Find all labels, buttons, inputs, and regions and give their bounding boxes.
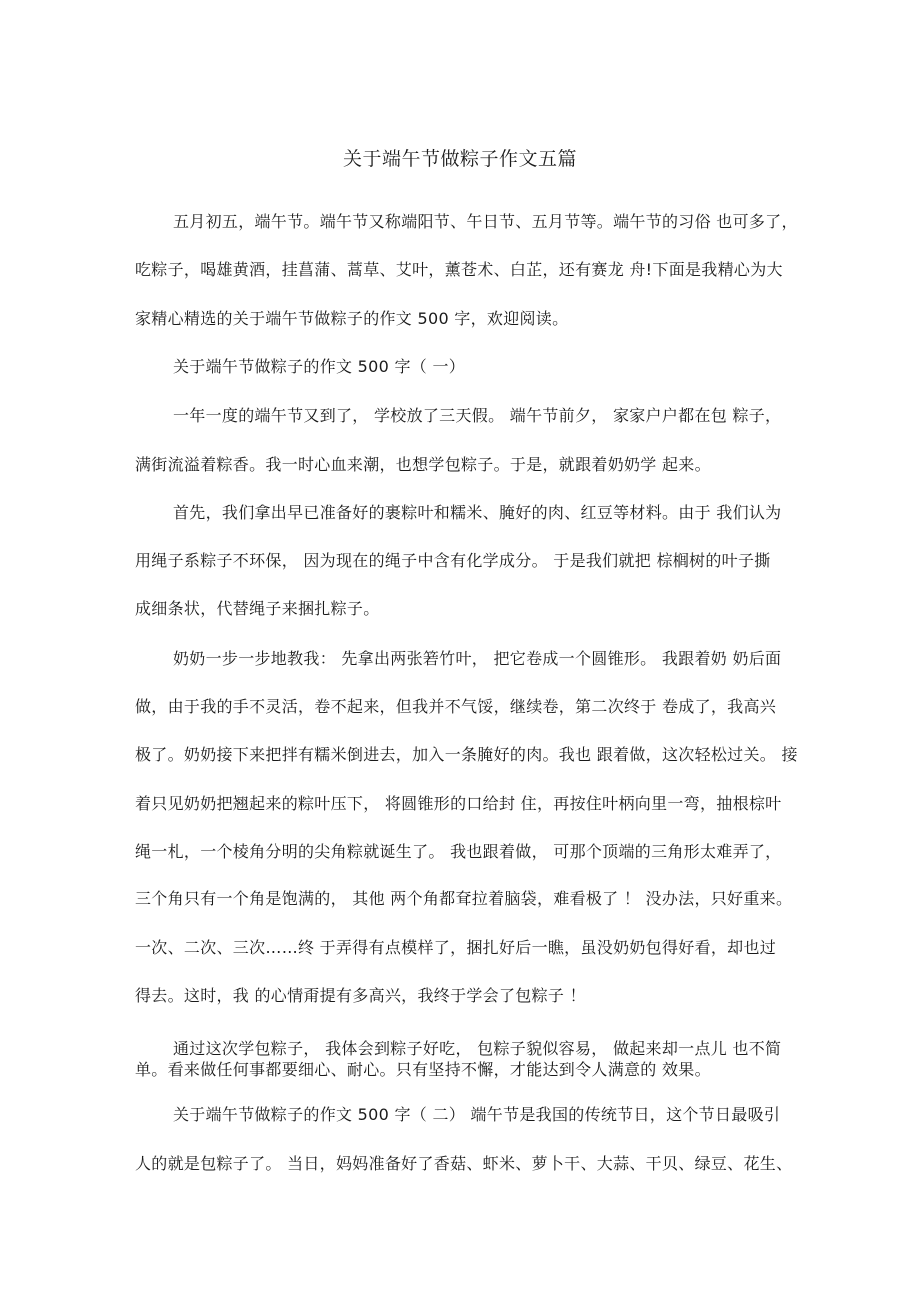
- text-line: 得去。这时，我 的心情甭提有多高兴，我终于学会了包粽子 ！: [135, 986, 586, 1005]
- text-line: 三个角只有一个角是饱满的， 其他 两个角都耷拉着脑袋，难看极了 ！ 没办法，只好重来。: [135, 889, 793, 908]
- text-line: 一次、二次、三次……终 于弄得有点模样了，捆扎好后一瞧，虽没奶奶包得好看，却也过: [135, 938, 777, 957]
- document-title: 关于端午节做粽子作文五篇: [342, 148, 577, 170]
- text-line: 单。看来做任何事都要细心、耐心。只有坚持不懈，才能达到令人满意的 效果。: [135, 1060, 711, 1079]
- text-line: 家精心精选的关于端午节做粽子的作文 500 字，欢迎阅读。: [135, 309, 569, 328]
- section-heading: 关于端午节做粽子的作文 500 字（ 一）: [173, 357, 466, 376]
- text-line: 绳一札，一个棱角分明的尖角粽就诞生了。 我也跟着做， 可那个顶端的三角形太难弄了，: [135, 842, 782, 861]
- text-line: 首先，我们拿出早已准备好的裹粽叶和糯米、腌好的肉、红豆等材料。由于 我们认为: [173, 503, 782, 522]
- text-line: 吃粽子，喝雄黄酒，挂菖蒲、蒿草、艾叶，薰苍术、白芷，还有赛龙 舟!下面是我精心为大: [135, 260, 783, 279]
- text-line: 一年一度的端午节又到了， 学校放了三天假。 端午节前夕， 家家户户都在包 粽子，: [173, 406, 782, 425]
- text-line: 奶奶一步一步地教我： 先拿出两张箬竹叶， 把它卷成一个圆锥形。 我跟着奶 奶后面: [173, 649, 782, 668]
- text-line: 人的就是包粽子了。 当日，妈妈准备好了香菇、虾米、萝卜干、大蒜、干贝、绿豆、花生、: [135, 1154, 793, 1173]
- text-line: 做，由于我的手不灵活，卷不起来，但我并不气馁，继续卷，第二次终于 卷成了，我高兴: [135, 697, 777, 716]
- text-line: 通过这次学包粽子， 我体会到粽子好吃， 包粽子貌似容易， 做起来却一点儿 也不简: [173, 1039, 782, 1058]
- section-heading: 关于端午节做粽子的作文 500 字（ 二） 端午节是我国的传统节日，这个节日最吸引: [173, 1105, 781, 1124]
- text-line: 满街流溢着粽香。我一时心血来潮，也想学包粽子。于是，就跟着奶奶学 起来。: [135, 455, 711, 474]
- text-line: 极了。奶奶接下来把拌有糯米倒进去，加入一条腌好的肉。我也 跟着做，这次轻松过关。 接: [135, 745, 798, 764]
- text-line: 用绳子系粽子不环保， 因为现在的绳子中含有化学成分。 于是我们就把 棕榈树的叶子撕: [135, 551, 771, 570]
- text-line: 着只见奶奶把翘起来的粽叶压下， 将圆锥形的口给封 住，再按住叶柄向里一弯，抽根棕叶: [135, 794, 782, 813]
- text-line: 成细条状，代替绳子来捆扎粽子。: [135, 599, 380, 618]
- text-line: 五月初五，端午节。端午节又称端阳节、午日节、五月节等。端午节的习俗 也可多了，: [173, 212, 798, 231]
